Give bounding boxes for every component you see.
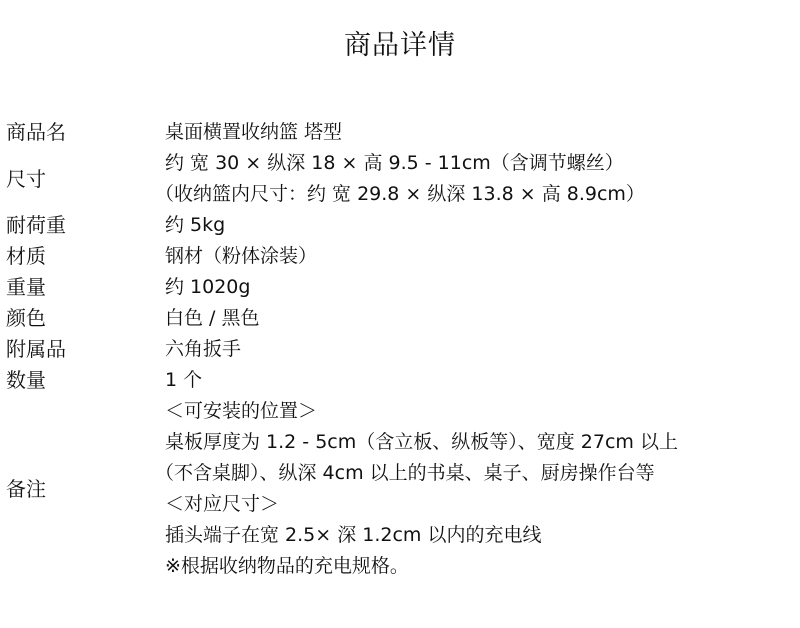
spec-value: （不含桌脚）、纵深 4cm 以上的书桌、桌子、厨房操作台等 <box>155 462 655 484</box>
spec-value: 约 5kg <box>165 214 226 236</box>
spec-values <box>165 272 800 303</box>
page-title: 商品详情 <box>344 30 456 61</box>
spec-values <box>165 365 800 396</box>
spec-row-material <box>6 241 800 272</box>
spec-values <box>165 334 800 365</box>
spec-row-remarks <box>6 396 800 582</box>
spec-label: 备注 <box>6 476 46 501</box>
spec-label: 颜色 <box>6 306 46 330</box>
spec-label: 材质 <box>6 244 46 268</box>
spec-value: 白色 / 黑色 <box>165 307 260 329</box>
spec-values <box>165 241 800 272</box>
spec-value: 约 宽 30 × 纵深 18 × 高 9.5 - 11cm（含调节螺丝） <box>165 152 624 174</box>
spec-value: 桌板厚度为 1.2 - 5cm（含立板、纵板等）、宽度 27cm 以上 <box>165 431 678 453</box>
spec-value: 约 1020g <box>165 276 251 298</box>
spec-value: ＜可安装的位置＞ <box>165 400 318 422</box>
spec-value: 插头端子在宽 2.5× 深 1.2cm 以内的充电线 <box>165 524 542 546</box>
spec-value: ※根据收纳物品的充电规格。 <box>165 555 409 577</box>
spec-row-color <box>6 303 800 334</box>
spec-value: ＜对应尺寸＞ <box>165 493 280 515</box>
spec-row-size <box>6 148 800 210</box>
spec-value: （收纳篮内尺寸：约 宽 29.8 × 纵深 13.8 × 高 8.9cm） <box>155 183 645 205</box>
spec-values <box>165 117 800 148</box>
spec-row-accessory <box>6 334 800 365</box>
spec-label: 重量 <box>6 275 46 299</box>
spec-value: 1 个 <box>165 369 203 391</box>
spec-label: 数量 <box>6 368 46 392</box>
spec-label: 附属品 <box>6 337 66 361</box>
spec-values <box>155 148 800 210</box>
spec-label: 商品名 <box>6 120 66 144</box>
spec-row-product-name <box>6 117 800 148</box>
spec-value: 钢材（粉体涂装） <box>165 245 318 267</box>
spec-values <box>165 303 800 334</box>
spec-value: 六角扳手 <box>165 338 242 360</box>
spec-row-weight <box>6 272 800 303</box>
spec-row-quantity <box>6 365 800 396</box>
spec-table <box>6 117 800 582</box>
spec-values <box>155 396 800 582</box>
spec-label: 尺寸 <box>6 166 46 191</box>
spec-value: 桌面横置收纳篮 塔型 <box>165 121 343 143</box>
spec-label: 耐荷重 <box>6 213 66 237</box>
spec-values <box>165 210 800 241</box>
spec-row-load-capacity <box>6 210 800 241</box>
